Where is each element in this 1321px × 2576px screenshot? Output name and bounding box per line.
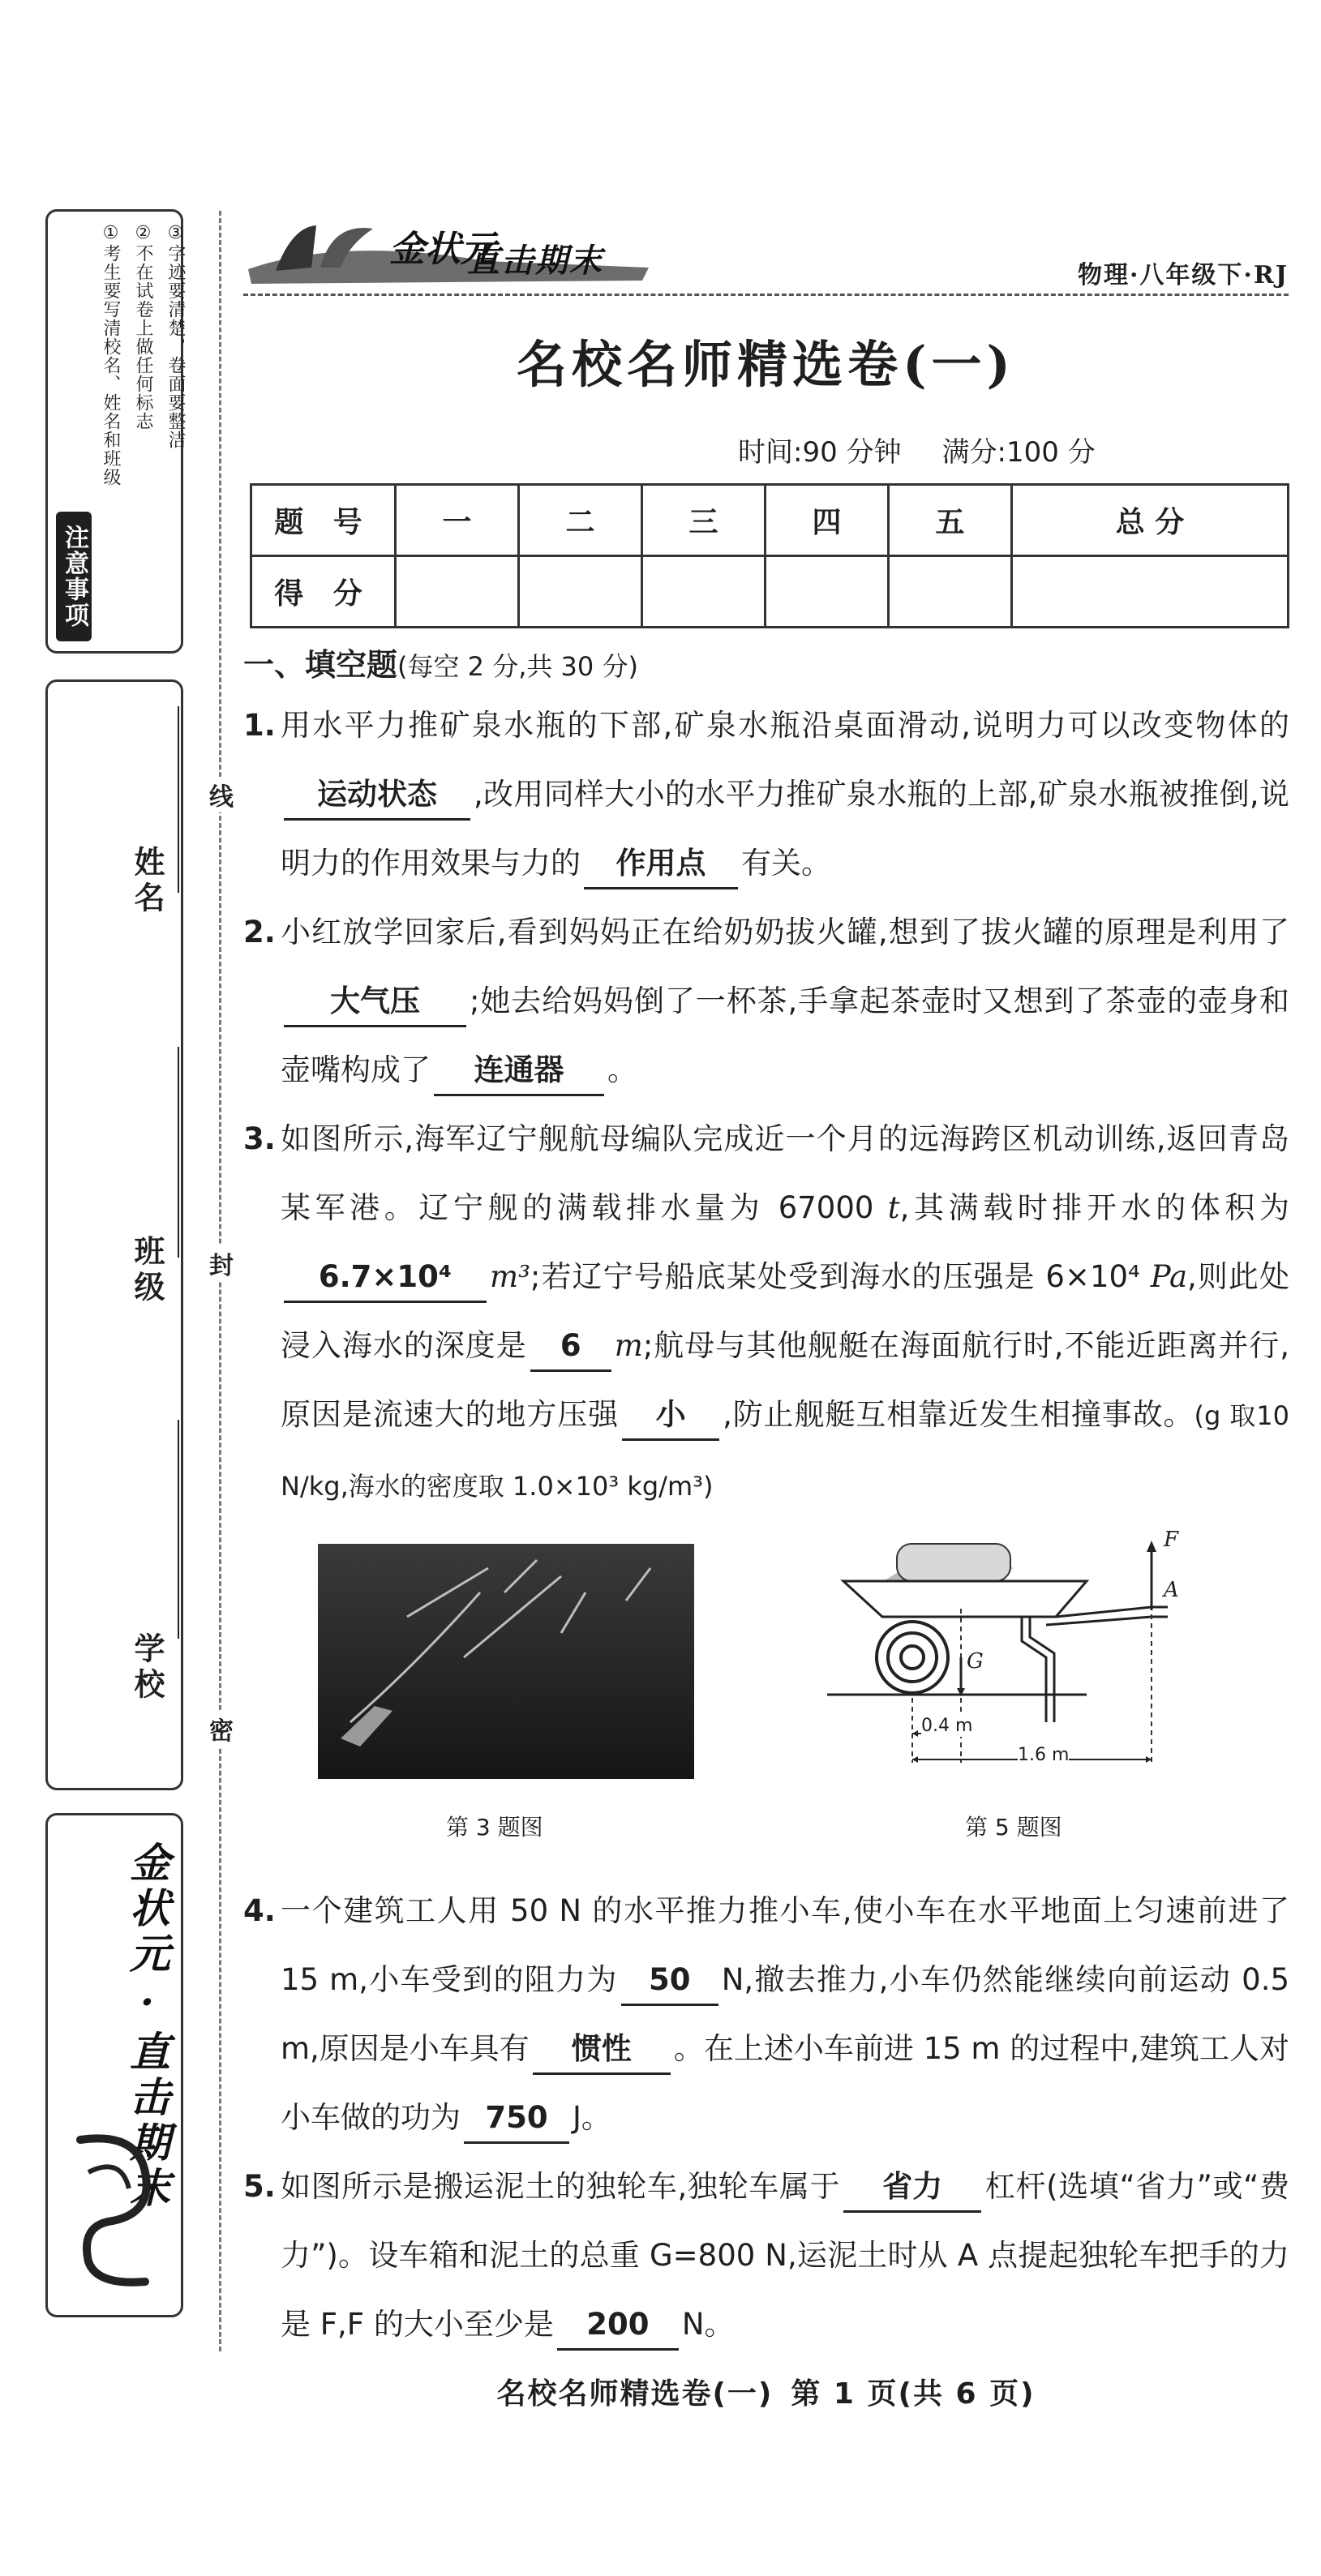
score-cell-5: 五 — [888, 485, 1011, 556]
notice-box — [45, 209, 186, 654]
school-label: 学校 — [129, 1632, 165, 1704]
answer-blank[interactable]: 50 — [621, 1957, 718, 2006]
exam-time: 时间:90 分钟 — [738, 436, 902, 469]
answer-blank[interactable]: 小 — [622, 1391, 719, 1441]
score-cell-3: 三 — [641, 485, 765, 556]
score-input-3[interactable] — [641, 556, 765, 628]
answer-blank[interactable]: 作用点 — [584, 840, 738, 889]
class-label: 班级 — [129, 1235, 165, 1306]
score-table-score-row — [251, 556, 1289, 628]
score-table — [250, 483, 1289, 628]
question-1: 1. 用水平力推矿泉水瓶的下部,矿泉水瓶沿桌面滑动,说明力可以改变物体的运动状态 ,改用同样大小的水平力推矿泉水瓶的上部,矿泉水瓶被推倒,说明力的作用效果与力的 作用点 有关。 — [243, 691, 1289, 898]
brand-logo-icon — [64, 2124, 169, 2294]
answer-blank[interactable]: 省力 — [843, 2163, 981, 2213]
notice-tab: 注意事项 — [56, 512, 92, 641]
exam-info — [738, 430, 1096, 469]
fig5-wheelbarrow-diagram — [827, 1536, 1265, 1779]
svg-text:金状元: 金状元 — [389, 229, 496, 270]
question-2: 2. 小红放学回家后,看到妈妈正在给奶奶拔火罐,想到了拔火罐的原理是利用了大气压 ;她去给妈妈倒了一杯茶,手拿起茶壶时又想到了茶壶的壶身和壶嘴构成了 连通器 。 — [243, 898, 1289, 1104]
school-line — [178, 1420, 179, 1639]
header-banner-text: 直击期末 — [467, 242, 603, 280]
score-input-total[interactable] — [1011, 556, 1288, 628]
cut-label-line: 线 — [209, 777, 234, 812]
footer-title: 名校名师精选卷(一) — [496, 2377, 774, 2411]
score-cell-4: 四 — [765, 485, 888, 556]
answer-blank[interactable]: 6 — [530, 1322, 611, 1372]
fig5-label-1.6m: 1.6 m — [1018, 1745, 1070, 1765]
question-5: 5. 如图所示是搬运泥土的独轮车,独轮车属于 省力 杠杆(选填“省力”或“费力”)。设车箱和泥土的总重 G=800 N,运泥土时从 A 点提起独轮车把手的力是 F,F 的大小至少是 200 N。 — [243, 2152, 1289, 2359]
score-input-1[interactable] — [396, 556, 519, 628]
page-footer — [243, 2371, 1289, 2412]
fig5-label-0.4m: 0.4 m — [921, 1716, 973, 1736]
brand-vertical-text: 金状元·直击期末 — [123, 1841, 171, 2212]
class-line — [178, 1047, 179, 1258]
figures-row — [243, 1528, 1289, 1876]
score-input-5[interactable] — [888, 556, 1011, 628]
score-cell-1: 一 — [396, 485, 519, 556]
question-number: 3. — [243, 1121, 276, 1156]
question-4: 4. 一个建筑工人用 50 N 的水平推力推小车,使小车在水平地面上匀速前进了 15 m,小车受到的阻力为 50 N,撤去推力,小车仍然能继续向前运动 0.5 m,原因是小车具有 惯性 。在上述小车前进 15 m 的过程中,建筑工人对小车做的功为 750 J。 — [243, 1876, 1289, 2152]
student-info-box — [45, 679, 183, 1790]
fig5-label-G: G — [967, 1649, 984, 1674]
section-title: 一、填空题 — [243, 647, 398, 683]
notice-line-2: ②不在试卷上做任何标志 — [133, 223, 153, 431]
name-line — [178, 706, 179, 893]
section-note: (每空 2 分,共 30 分) — [397, 651, 638, 682]
name-label: 姓名 — [129, 846, 165, 917]
school-field[interactable] — [48, 1420, 181, 1728]
notice-lines — [98, 223, 186, 640]
class-field[interactable] — [48, 1047, 181, 1355]
notice-line-3: ③字迹要清楚，卷面要整洁 — [165, 223, 186, 449]
score-row-label: 得 分 — [251, 556, 396, 628]
cut-label-secret: 密 — [209, 1711, 234, 1747]
header-subject: 物理·八年级下·RJ — [1077, 261, 1289, 289]
answer-blank[interactable]: 连通器 — [434, 1047, 604, 1096]
question-3: 3. 如图所示,海军辽宁舰航母编队完成近一个月的远海跨区机动训练,返回青岛某军港。辽宁舰的满载排水量为 67000 t,其满载时排开水的体积为6.7×10⁴ m³;若辽宁号船底某处受到海水的压强是 6×10⁴ Pa,则此处浸入海水的深度是 6 m;航母与其他舰艇在海面航行时,不能近距离并行,原因是流速大的地方压强 小 ,防止舰艇互相靠近发生相撞事故。(g 取10 N/kg,海水的密度取 1.0×10³ kg/m³) — [243, 1104, 1289, 1521]
answer-blank[interactable]: 200 — [557, 2301, 679, 2351]
answer-blank[interactable]: 惯性 — [533, 2025, 671, 2075]
question-number: 4. — [243, 1893, 276, 1928]
answer-blank[interactable]: 大气压 — [284, 978, 466, 1027]
fig5-label-A: A — [1164, 1578, 1179, 1602]
brand-box — [45, 1813, 183, 2317]
notice-line-1: ①考生要写清校名、姓名和班级 — [101, 223, 121, 486]
question-content — [243, 641, 1289, 2359]
answer-blank[interactable]: 750 — [464, 2094, 569, 2144]
question-number: 5. — [243, 2169, 276, 2204]
fig5-caption: 第 5 题图 — [965, 1814, 1062, 1841]
header-divider — [243, 294, 1289, 296]
question-number: 2. — [243, 915, 276, 949]
cut-line — [219, 211, 221, 2351]
answer-blank[interactable]: 运动状态 — [284, 771, 470, 821]
fig3-caption: 第 3 题图 — [446, 1814, 543, 1841]
answer-blank[interactable]: 6.7×10⁴ — [284, 1254, 487, 1303]
name-field[interactable] — [48, 682, 181, 990]
score-cell-total: 总 分 — [1011, 485, 1288, 556]
score-input-2[interactable] — [518, 556, 641, 628]
fig3-fleet-photo — [318, 1544, 694, 1779]
exam-score: 满分:100 分 — [941, 436, 1096, 469]
cut-label-seal: 封 — [209, 1245, 234, 1281]
footer-page: 第 1 页(共 6 页) — [791, 2377, 1036, 2411]
fig5-label-F: F — [1164, 1528, 1179, 1552]
page-title: 名校名师精选卷(一) — [517, 335, 1015, 394]
score-table-header-row — [251, 485, 1289, 556]
score-cell-2: 二 — [518, 485, 641, 556]
question-number: 1. — [243, 708, 276, 743]
section-heading — [243, 641, 1289, 691]
score-cell-label: 题 号 — [251, 485, 396, 556]
score-input-4[interactable] — [765, 556, 888, 628]
